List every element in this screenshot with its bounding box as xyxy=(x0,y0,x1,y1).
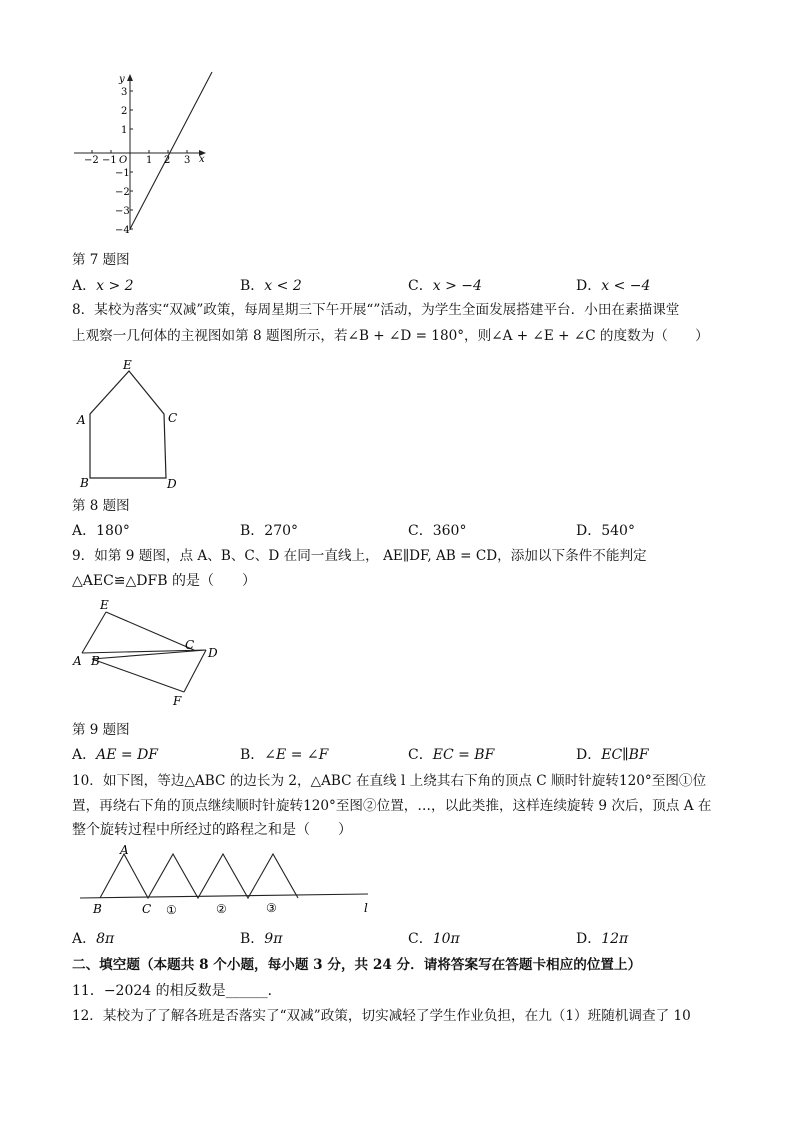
figure-8-caption: 第 8 题图 xyxy=(72,498,130,514)
q7-option-b xyxy=(240,276,302,296)
figure-8-pentagon xyxy=(72,356,192,492)
q7-option-a xyxy=(72,276,134,296)
vertex-label-b: B xyxy=(91,654,100,668)
option-letter: D． xyxy=(576,523,602,539)
option-letter: C． xyxy=(408,931,433,947)
section-2-heading: 二、填空题（本题共 8 个小题，每小题 3 分，共 24 分．请将答案写在答题卡相应的位置上） xyxy=(72,957,642,973)
option-text: AE = DF xyxy=(96,747,159,763)
option-text: x < 2 xyxy=(264,278,302,294)
option-letter: C． xyxy=(408,747,433,763)
q8-option-d xyxy=(576,521,635,541)
q10-option-a xyxy=(72,929,114,949)
option-text: 540° xyxy=(601,523,635,539)
vertex-label-d: D xyxy=(167,477,177,491)
q9-option-c xyxy=(408,745,494,765)
vertex-label-a: A xyxy=(120,843,129,857)
x-tick-label: −1 xyxy=(102,155,117,166)
option-letter: B． xyxy=(240,523,265,539)
option-text: EC∥BF xyxy=(601,747,649,763)
option-text: x < −4 xyxy=(601,278,651,294)
vertex-label-e: E xyxy=(123,358,132,372)
vertex-label-c: C xyxy=(185,638,195,652)
q8-option-b xyxy=(240,521,298,541)
q8-stem-line-1: 8．某校为落实“双减”政策，每周星期三下午开展“”活动，为学生全面发展搭建平台．小田在素描课堂 xyxy=(72,302,680,318)
option-text: 8π xyxy=(96,931,115,947)
q11-text: 11．−2024 的相反数是______． xyxy=(72,983,282,999)
option-text: 12π xyxy=(601,931,629,947)
triangle-chain xyxy=(100,854,298,898)
q8-stem-line-2: 上观察一几何体的主视图如第 8 题图所示，若∠B + ∠D = 180°，则∠A + ∠E + ∠C 的度数为（ ） xyxy=(72,328,709,344)
figure-9-triangles xyxy=(72,596,232,708)
option-text: 180° xyxy=(96,523,130,539)
q10-option-b xyxy=(240,929,282,949)
y-tick-label: −2 xyxy=(115,187,130,198)
line-l xyxy=(80,894,368,898)
figure-7-caption: 第 7 题图 xyxy=(72,252,130,268)
option-letter: A． xyxy=(72,931,97,947)
option-letter: B． xyxy=(240,747,265,763)
axis-label-x: x xyxy=(199,154,205,165)
x-tick-label: −2 xyxy=(84,155,99,166)
q7-option-d xyxy=(576,276,650,296)
y-tick-label: −1 xyxy=(115,168,130,179)
option-letter: D． xyxy=(576,278,602,294)
option-text: 10π xyxy=(432,931,460,947)
y-tick-label: 1 xyxy=(121,125,128,136)
option-text: x > −4 xyxy=(432,278,482,294)
vertex-label-e: E xyxy=(100,598,109,612)
vertex-label-c: C xyxy=(168,411,178,425)
q10-stem-line-1: 10．如下图，等边△ABC 的边长为 2，△ABC 在直线 l 上绕其右下角的顶点 C 顺时针旋转120°至图①位 xyxy=(72,773,707,789)
y-tick-label: −4 xyxy=(115,225,130,236)
q9-stem-line-2: △AEC≌△DFB 的是（ ） xyxy=(72,573,256,589)
vertex-label-d: D xyxy=(208,646,218,660)
option-text: ∠E = ∠F xyxy=(264,747,329,763)
vertex-label-c: C xyxy=(142,902,152,916)
q10-option-c xyxy=(408,929,460,949)
q8-option-a xyxy=(72,521,130,541)
option-text: 9π xyxy=(264,931,283,947)
vertex-label-a: A xyxy=(73,654,82,668)
q9-stem-line-1: 9．如第 9 题图，点 A、B、C、D 在同一直线上， AE∥DF, AB = CD，添加以下条件不能判定 xyxy=(72,548,647,564)
vertex-label-b: B xyxy=(93,902,102,916)
q9-option-d xyxy=(576,745,649,765)
vertex-label-f: F xyxy=(173,694,182,708)
q9-option-b xyxy=(240,745,328,765)
y-tick-label: 3 xyxy=(121,87,128,98)
x-tick-label: 2 xyxy=(164,155,171,166)
line-label-l: l xyxy=(364,901,368,915)
option-letter: A． xyxy=(72,747,97,763)
x-tick-label: 3 xyxy=(184,155,191,166)
q10-stem-line-3: 整个旋转过程中所经过的路程之和是（ ） xyxy=(72,822,352,838)
option-letter: C． xyxy=(408,523,433,539)
q12-text: 12．某校为了了解各班是否落实了“双减”政策，切实减轻了学生作业负担，在九（1）班随机调查了 10 xyxy=(72,1008,691,1024)
pentagon-shape xyxy=(90,371,166,478)
option-letter: B． xyxy=(240,931,265,947)
option-letter: D． xyxy=(576,747,602,763)
option-text: 270° xyxy=(264,523,299,539)
option-text: x > 2 xyxy=(96,278,134,294)
option-text: 360° xyxy=(432,523,467,539)
position-label-3: ③ xyxy=(266,901,277,915)
q9-option-a xyxy=(72,745,158,765)
origin-label: O xyxy=(119,155,128,166)
y-axis-arrow xyxy=(127,74,133,81)
q10-stem-line-2: 置，再绕右下角的顶点继续顺时针旋转120°至图②位置，…，以此类推，这样连续旋转 9 次后，顶点 A 在 xyxy=(72,798,712,814)
figure-7-graph xyxy=(72,70,222,240)
option-letter: B． xyxy=(240,278,265,294)
y-tick-label: 2 xyxy=(121,106,128,117)
vertex-label-a: A xyxy=(77,413,86,427)
q10-option-d xyxy=(576,929,628,949)
position-label-1: ① xyxy=(166,903,177,917)
option-letter: C． xyxy=(408,278,433,294)
position-label-2: ② xyxy=(216,902,227,916)
figure-10-rotating-triangles xyxy=(72,842,392,920)
axis-label-y: y xyxy=(119,74,125,85)
option-letter: D． xyxy=(576,931,602,947)
option-letter: A． xyxy=(72,523,97,539)
vertex-label-b: B xyxy=(80,476,89,490)
q8-option-c xyxy=(408,521,466,541)
option-letter: A． xyxy=(72,278,97,294)
figure-9-caption: 第 9 题图 xyxy=(72,722,130,738)
option-text: EC = BF xyxy=(432,747,495,763)
x-tick-label: 1 xyxy=(146,155,153,166)
q7-option-c xyxy=(408,276,482,296)
y-tick-label: −3 xyxy=(115,206,130,217)
